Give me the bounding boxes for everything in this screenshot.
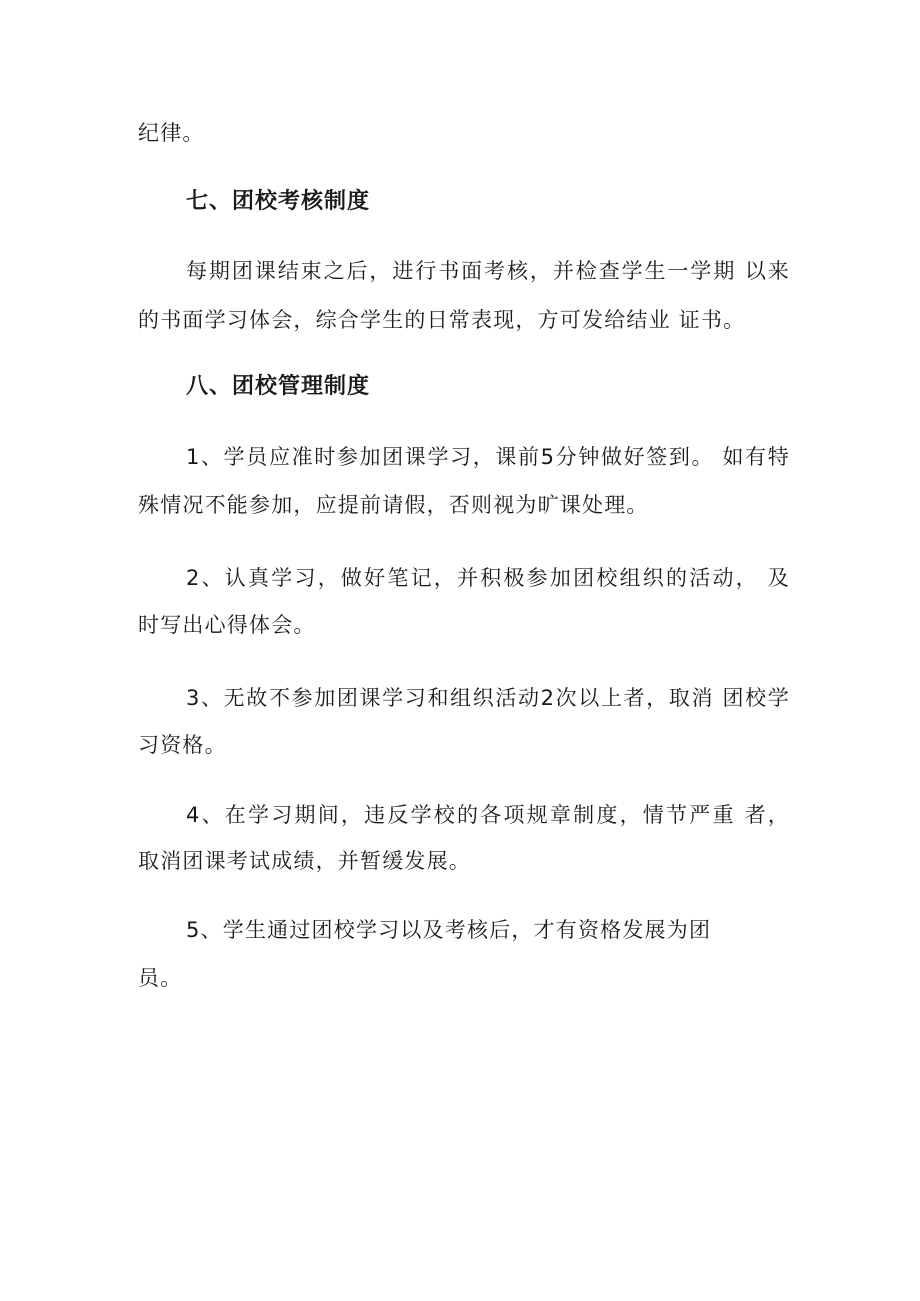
section-7-paragraph-line-2: 的书面学习体会，综合学生的日常表现，方可发给结业 证书。 [138,308,746,332]
item-1-line-2: 殊情况不能参加，应提前请假，否则视为旷课处理。 [138,493,649,517]
item-3-line-1: 3、无故不参加团课学习和组织活动2次以上者，取消 团校学 [186,686,790,710]
section-7-title: 七、团校考核制度 [186,189,371,214]
item-4-line-1: 4、在学习期间，违反学校的各项规章制度，情节严重 者， [186,803,790,827]
item-4-line-2: 取消团课考试成绩，并暂缓发展。 [138,849,471,873]
intro-tail-text: 纪律。 [138,121,205,145]
item-2-line-1: 2、认真学习，做好笔记，并积极参加团校组织的活动， 及 [186,566,790,590]
section-7-paragraph-line-1: 每期团课结束之后，进行书面考核，并检查学生一学期 以来 [186,259,790,283]
item-5-line-1: 5、学生通过团校学习以及考核后，才有资格发展为团 [186,918,712,942]
item-5-line-2: 员。 [138,966,183,990]
item-3-line-2: 习资格。 [138,733,227,757]
item-2-line-2: 时写出心得体会。 [138,613,316,637]
section-8-title: 八、团校管理制度 [186,374,371,399]
item-1-line-1: 1、学员应准时参加团课学习，课前5分钟做好签到。 如有特 [186,445,790,469]
